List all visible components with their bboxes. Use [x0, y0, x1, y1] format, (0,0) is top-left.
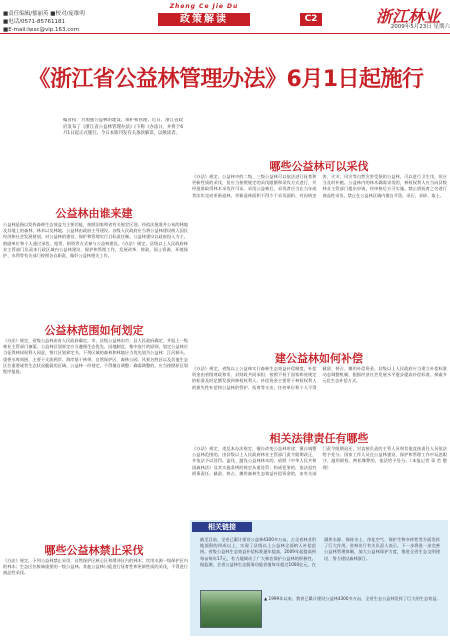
header-rule — [0, 33, 450, 34]
section-banner: 政策解读 — [158, 13, 250, 26]
section-body: 《办法》规定，省级以上公益林实行森林生态效益补偿制度，补偿资金由省级财政和市、县财政共同承担，按照不低于国家和省规定的标准及时足额发放到林权权利人。补偿资金主要用于林权权利人的损失性补偿和公益林的管护、抚育等支出。任何单位和个人不得截留、挤占、挪用补偿资金。县级以上人民政府应当建立补偿标准动态调整机制，根据经济社会发展水平逐步提高补偿标准，探索多元化生态补偿方式。 — [192, 366, 447, 390]
masthead-header — [0, 0, 450, 34]
section-body: 《办法》规定，下列公益林禁止采伐：自然保护区核心区和缓冲区内的林木；饮用水源一级保护区内的林木；生态区位极端重要的一级公益林。其他公益林只能进行抚育性和更新性质的采伐，不得进行商品性采伐。 — [3, 558, 188, 576]
section-title: 公益林范围如何划定 — [44, 324, 144, 337]
editor-info — [3, 10, 123, 34]
issue-date: 2009年5月23日 星期六 — [390, 24, 450, 30]
main-headline: 《浙江省公益林管理办法》6月1日起施行 — [28, 67, 424, 92]
section-title: 哪些公益林禁止采伐 — [44, 544, 144, 557]
editor-line: ■责任编辑/郁丽英 ■校对/庞维明 — [3, 11, 85, 17]
pinyin-label: Zheng Ce Jie Du — [169, 3, 239, 10]
photo-caption: ▲ 1999年以来，我省已累计建设公益林4300多万亩，全省生态公益林发挥了巨大的生态效益。 — [264, 596, 441, 601]
editor-note: 编者按：为加强公益林的建设、保护和管理，近日，浙江省政府发布了《浙江省公益林管理办法》(下称《办法》)，并将于6月1日起正式施行。今日本版刊发有关条款解读，以飨读者。 — [63, 118, 183, 136]
section-title: 建公益林如何补偿 — [275, 352, 363, 365]
forest-photo — [200, 590, 262, 628]
section-title: 相关链接 — [208, 523, 236, 531]
section-body: 公益林是指以发挥森林生态效益为主要功能，按照国家和省有关规定区划，经依法批准并公布的林地及其地上的森林、林木以及林地。公益林由政府主导建设。各级人民政府应当将公益林建设纳入国民经济和社会发展规划，对公益林的建设、保护和管理实行目标责任制。公益林建设以政府投入为主，鼓励单位和个人通过承包、租赁、捐资等方式参与公益林建设。《办法》规定，县级以上人民政府林业主管部门负责本行政区域内公益林建设、保护和管理工作，发展改革、财政、国土资源、环境保护、水利等有关部门按照各自职责，做好公益林相关工作。 — [3, 222, 188, 259]
page-code: C2 — [300, 13, 322, 26]
section-body: 《办法》规定，省级公益林由省人民政府确定，市、县级公益林由市、县人民政府确定，并报上一级林业主管部门备案。公益林区划界定应当遵循生态优先、因地制宜、集中连片的原则。划定公益林应当征得林权权利人同意，签订区划界定书。下列区域的森林和林地应当优先划为公益林：江河源头、重要水库周围、主要干支流两岸、海岸基干林带、自然保护区、森林公园、风景名胜区以及其他生态区位重要或者生态状况脆弱的区域。公益林一经划定，不得擅自调整；确需调整的，应当按照原区划程序报批。 — [3, 338, 188, 375]
phone-line: ■电话/0571-85761181 — [3, 19, 66, 25]
email-line: ■E-mail:lwxc@vip.163.com — [3, 27, 80, 33]
section-body: 《办法》规定，违反本办法规定，擅自改变公益林用途、擅自调整公益林范围的，由县级以上人民政府林业主管部门责令限期改正，并依法予以处罚。盗伐、滥伐公益林林木的，依照《中华人民共和国森林法》及其实施条例的规定从重处罚；构成犯罪的，依法追究刑事责任。截留、挤占、挪用森林生态效益补偿资金的，由有关部门责令限期退还，对直接负责的主管人员和其他直接责任人员依法给予处分。国家工作人员在公益林建设、保护和管理工作中玩忽职守、滥用职权、徇私舞弊的，依法给予处分。（本报记者 章 哲 整理） — [192, 446, 447, 476]
section-title: 哪些公益林可以采伐 — [269, 160, 369, 173]
masthead-logo: 浙江林业 — [375, 7, 440, 26]
section-title: 相关法律责任有哪些 — [269, 432, 369, 445]
section-title: 公益林由谁来建 — [55, 207, 133, 220]
section-body: 截至目前，全省已累计建设公益林4300多万亩，占全省林业用地面积的四成以上，实现了县级以上公益林全面纳入补偿范围。省级公益林生态效益补偿标准逐年提高，2009年起提高到每亩每年17元，有力地调动了广大林农保护公益林的积极性。据监测，全省公益林生态服务功能价值每年超过1000亿元，在涵养水源、保持水土、净化空气、保护生物多样性等方面发挥了巨大作用。省林业厅有关负责人表示，下一步将进一步完善公益林管理体制，加大公益林保护力度，推进全省生态文明建设，努力建设森林浙江。 — [200, 537, 440, 567]
section-body: 《办法》规定，公益林中的二级、三级公益林可以依法进行抚育和更新性质的采伐，但应当按照规定的采伐限额和采伐方式进行，并经批准取得林木采伐许可证。采伐公益林后，采伐者应当在当年或者次年完成更新造林，更新造林面积不得少于采伐面积。对因病虫害、火灾、风灾等自然灾害受损的公益林，可以进行卫生伐，但应当及时补植。公益林内的林木确需采伐的，林权权利人应当向县级林业主管部门提出申请，经审核后方可实施。禁止借抚育之名进行商品性采伐，禁止在公益林区域内擅自开垦、采石、采砂、取土。 — [192, 174, 447, 198]
